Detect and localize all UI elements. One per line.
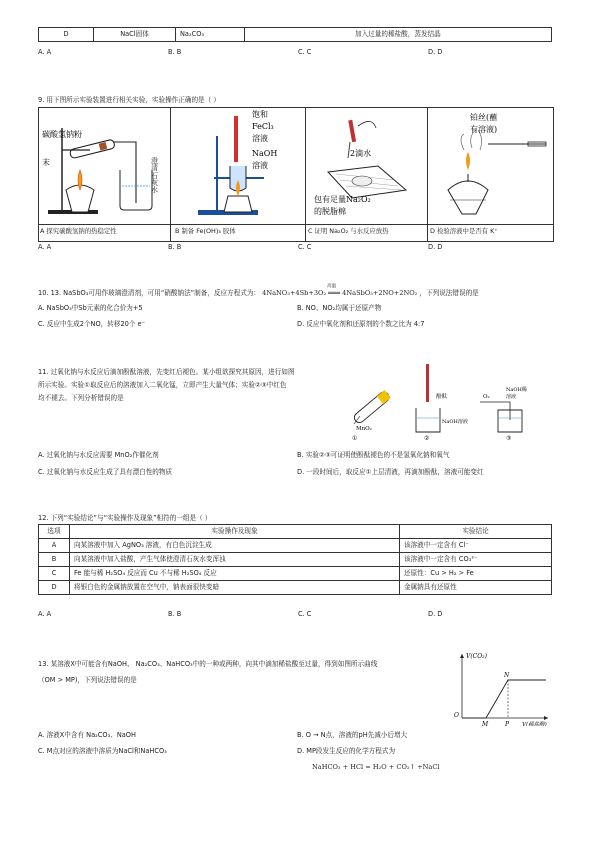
q11-apparatus	[340, 360, 550, 442]
table-header: 选项 实验操作及现象 实验结论	[39, 525, 552, 539]
q11-stem: 11. 过氧化钠与水反应后滴加酚酞溶液，先变红后褪色。某小组欲探究其原因，进行如图 所示实验。实验①取反应后的溶液加入二氧化锰，立即产生大量气体；实验②③中红色 均不褪去。下列分析错误的是	[38, 368, 295, 402]
q11-mno2: MnO₂	[356, 426, 372, 432]
q13-stem: 13. 某溶液X中可能含有NaOH、 Na₂CO₃、NaHCO₃中的一种或两种，向其中滴加稀盐酸至过量，得到如图所示曲线 （OM > MP)，下列说法错误的是	[38, 660, 378, 684]
q11-option-a[interactable]: A. 过氧化钠与水反应需要 MnO₂作催化剂	[38, 451, 159, 459]
q11-o2: O₂	[483, 394, 490, 400]
option-c[interactable]: C. C	[298, 610, 312, 618]
q11-n2: ②	[424, 435, 430, 442]
fig-a-caption: A 探究碳酸氢钠的热稳定性	[40, 227, 117, 235]
q11-option-d[interactable]: D. 一段时间后，取反应①上层清液，再滴加酚酞，溶液可能变红	[297, 468, 484, 476]
q10-option-b[interactable]: B. NO、NO₂均属于还原产物	[297, 304, 382, 312]
q8-table	[38, 27, 552, 42]
q12-options	[38, 610, 558, 618]
q10-option-a[interactable]: A. NaSbO₃中Sb元素的化合价为+5	[38, 304, 143, 312]
fig-b-label-4: NaOH	[252, 149, 278, 158]
q9-stem: 9. 用下图所示实验装置进行相关实验，实验操作正确的是（ ）	[38, 96, 220, 104]
fig-c-label-2: 包有足量Na₂O₂	[314, 195, 371, 204]
q11-naoh3: 溶液	[506, 394, 517, 400]
q10-option-d[interactable]: D. 反应中氧化剂和还原剂的个数之比为 4:7	[297, 320, 425, 328]
option-c[interactable]: C. C	[298, 243, 312, 251]
q10-stem	[38, 284, 479, 297]
fig-d-label-2: 有溶液)	[470, 125, 498, 134]
fig-b-label-5: 溶液	[252, 161, 268, 170]
fig-c-label-1: 2滴水	[350, 149, 372, 158]
fig-b-label-2: FeCl₃	[252, 122, 274, 131]
graph-xlabel: V(稀盐酸)	[522, 722, 547, 726]
q13-equation: NaHCO₃ + HCl = H₂O + CO₂↑ +NaCl	[312, 763, 440, 771]
q13-graph	[448, 648, 558, 726]
q11-naoh: NaOH溶液	[442, 419, 468, 425]
fig-a-label-3: 澄清石灰水	[151, 157, 158, 195]
fig-b-label-1: 饱和	[252, 110, 268, 119]
q12-stem: 12. 下列“实验结论”与“实验操作及现象”相符的一组是（ ）	[38, 514, 212, 522]
q8-options	[38, 48, 558, 56]
table-row: B 向某溶液中加入盐酸，产生气体使澄清石灰水变浑浊 该溶液中一定含有 CO₃²⁻	[39, 553, 552, 567]
table-row: C Fe 能与稀 H₂SO₄ 反应而 Cu 不与稀 H₂SO₄ 反应 还原性：Cu > H₂ > Fe	[39, 567, 552, 581]
fig-d-caption: D 检验溶液中是否有 K⁺	[430, 227, 498, 235]
q13-option-b[interactable]: B. O → N点，溶液的pH先减小后增大	[297, 731, 408, 739]
q11-option-c[interactable]: C. 过氧化钠与水反应生成了具有漂白性的物质	[38, 468, 173, 476]
fig-d-label-1: 铂丝(蘸	[470, 113, 498, 122]
option-a[interactable]: A. A	[38, 243, 52, 251]
fig-c-apparatus	[306, 108, 428, 222]
q10-equation: 4NaNO₃+4Sb+3O₂ ═══ 4NaSbO₃+2NO+2NO₂ 高温	[262, 284, 418, 297]
q10-stem-b: ，下列说法错误的是	[419, 289, 479, 297]
q8-method: 加入过量的稀盐酸，蒸发结晶	[245, 28, 552, 42]
q10-condition: 高温	[327, 284, 337, 289]
option-c[interactable]: C. C	[298, 48, 312, 56]
q8-reagent: NaCl固体	[94, 28, 176, 42]
option-d[interactable]: D. D	[428, 610, 443, 618]
q10-stem-a: 10. 13. NaSbO₃可用作玻璃澄清剂，可用“硝酸钠法”制备，反应方程式为：	[38, 289, 261, 297]
fig-b-caption: B 制备 Fe(OH)₃ 胶体	[175, 227, 236, 235]
q11-option-b[interactable]: B. 实验②③可证明使酚酞褪色的不是氢氧化钠和氧气	[297, 451, 450, 459]
fig-a-label-2: 末	[42, 158, 50, 167]
table-row: A 向某溶液中加入 AgNO₃ 溶液，有白色沉淀生成 该溶液中一定含有 Cl⁻	[39, 539, 552, 553]
option-a[interactable]: A. A	[38, 48, 52, 56]
option-b[interactable]: B. B	[168, 48, 182, 56]
q8-letter: D	[39, 28, 94, 42]
q9-options	[38, 243, 558, 251]
graph-ylabel: V(CO₂)	[466, 653, 487, 660]
q13-option-d[interactable]: D. MP段发生反应的化学方程式为	[297, 747, 396, 755]
graph-p: P	[505, 721, 510, 726]
option-d[interactable]: D. D	[428, 48, 443, 56]
q13-option-c[interactable]: C. M点对应的溶液中溶质为NaCl和NaHCO₃	[38, 747, 167, 755]
fig-b-apparatus	[172, 108, 300, 222]
q13-option-a[interactable]: A. 溶液X中含有 Na₂CO₃、NaOH	[38, 731, 136, 739]
option-b[interactable]: B. B	[168, 610, 182, 618]
q12-table	[38, 524, 552, 595]
fig-a-apparatus	[40, 108, 168, 222]
fig-a-label-1: 碳酸氢钠粉	[42, 130, 82, 139]
q10-option-c[interactable]: C. 反应中生成2个NO，转移20个 e⁻	[38, 320, 146, 328]
option-d[interactable]: D. D	[428, 243, 443, 251]
fig-d-apparatus	[428, 108, 552, 222]
graph-m: M	[482, 721, 489, 726]
table-row: D 将银白色的金属钠放置在空气中，钠表面很快变暗 金属钠具有还原性	[39, 581, 552, 595]
graph-origin: O	[454, 712, 459, 719]
q8-impurity: Na₂CO₃	[176, 28, 245, 42]
graph-n: N	[504, 672, 510, 679]
fig-b-label-3: 溶液	[252, 134, 268, 143]
q11-n3: ③	[506, 435, 512, 442]
option-b[interactable]: B. B	[168, 243, 182, 251]
fig-c-label-3: 的脱脂棉	[314, 207, 346, 216]
q11-naoh2: NaOH稀	[506, 387, 527, 393]
fig-c-caption: C 证明 Na₂O₂ 与水反应放热	[308, 227, 389, 235]
q11-phenol: 酚酞	[436, 394, 448, 400]
option-a[interactable]: A. A	[38, 610, 52, 618]
q11-n1: ①	[352, 435, 358, 442]
